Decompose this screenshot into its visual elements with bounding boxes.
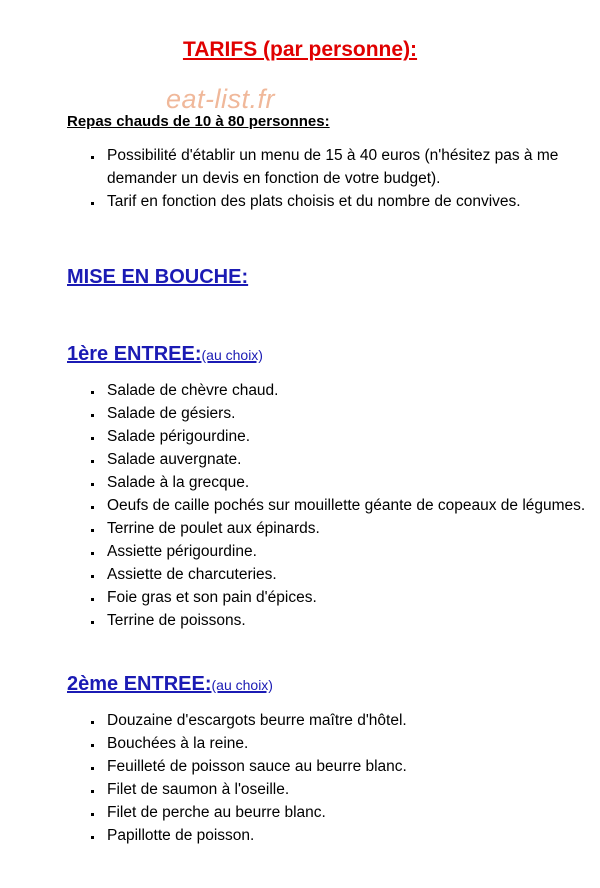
list-item: Terrine de poulet aux épinards. <box>88 517 588 540</box>
list-item: Salade de chèvre chaud. <box>88 379 588 402</box>
section-title-mise-en-bouche <box>67 266 248 289</box>
list-item: Tarif en fonction des plats choisis et du nombre de convives. <box>88 190 588 213</box>
list-item: Papillotte de poisson. <box>88 824 588 847</box>
list-item: Possibilité d'établir un menu de 15 à 40 euros (n'hésitez pas à me demander un devis en fonction de votre budget). <box>88 144 588 190</box>
list-item: Filet de saumon à l'oseille. <box>88 778 588 801</box>
list-item: Douzaine d'escargots beurre maître d'hôtel. <box>88 709 588 732</box>
intro-heading: Repas chauds de 10 à 80 personnes: <box>67 113 330 130</box>
section-title-entree2 <box>67 673 273 696</box>
list-item: Terrine de poissons. <box>88 609 588 632</box>
entree1-list <box>88 379 588 632</box>
section-title-text: MISE EN BOUCHE: <box>67 266 249 288</box>
section-title-entree1 <box>67 343 263 366</box>
section-title-text: 2ème ENTREE: <box>67 673 212 695</box>
intro-list <box>88 144 588 213</box>
list-item: Salade à la grecque. <box>88 471 588 494</box>
entree2-list <box>88 709 588 847</box>
section-note: (au choix) <box>201 347 263 363</box>
list-item: Oeufs de caille pochés sur mouillette géante de copeaux de légumes. <box>88 494 588 517</box>
list-item: Feuilleté de poisson sauce au beurre blanc. <box>88 755 588 778</box>
list-item: Salade de gésiers. <box>88 402 588 425</box>
list-item: Assiette périgourdine. <box>88 540 588 563</box>
list-item: Bouchées à la reine. <box>88 732 588 755</box>
list-item: Assiette de charcuteries. <box>88 563 588 586</box>
watermark: eat-list.fr <box>166 84 276 114</box>
list-item: Salade périgourdine. <box>88 425 588 448</box>
list-item: Filet de perche au beurre blanc. <box>88 801 588 824</box>
section-note: (au choix) <box>211 677 273 693</box>
section-title-text: 1ère ENTREE: <box>67 343 202 365</box>
list-item: Foie gras et son pain d'épices. <box>88 586 588 609</box>
list-item: Salade auvergnate. <box>88 448 588 471</box>
page-title: TARIFS (par personne): <box>182 38 418 61</box>
